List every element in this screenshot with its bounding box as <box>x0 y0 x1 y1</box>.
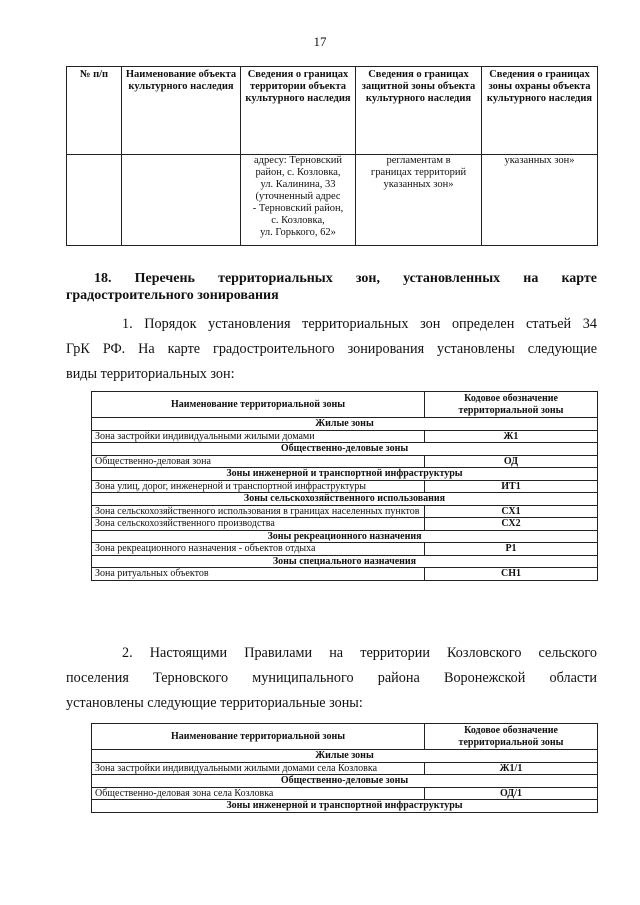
zones-table-1 <box>91 391 598 581</box>
group-row <box>92 530 598 543</box>
zone-name: Общественно-деловая зона села Козловка <box>92 787 425 800</box>
territory-line: (уточненный адрес <box>255 191 341 202</box>
zone-code: Ж1/1 <box>425 762 598 775</box>
group-row <box>92 468 598 481</box>
cell-security-zone <box>482 155 598 246</box>
territory-line: район, с. Козловка, <box>255 167 341 178</box>
zone-name: Зона улиц, дорог, инженерной и транспортной инфраструктуры <box>92 480 425 493</box>
zones-table-header <box>92 724 598 750</box>
paragraph-line: виды территориальных зон: <box>66 366 235 382</box>
zone-code: Р1 <box>425 543 598 556</box>
group-row <box>92 555 598 568</box>
zone-name: Зона застройки индивидуальными жилыми домами <box>92 430 425 443</box>
territory-line: с. Козловка, <box>271 215 325 226</box>
group-title: Жилые зоны <box>92 418 598 431</box>
group-row <box>92 775 598 788</box>
header-zone-code: Кодовое обозначение территориальной зоны <box>425 724 598 750</box>
zone-name: Зона рекреационного назначения - объектов отдыха <box>92 543 425 556</box>
group-title: Зоны рекреационного назначения <box>92 530 598 543</box>
header-zone-code: Кодовое обозначение территориальной зоны <box>425 392 598 418</box>
table-row <box>92 505 598 518</box>
zones-table-2 <box>91 723 598 813</box>
zone-code: СХ2 <box>425 518 598 531</box>
section-title-line: 18. Перечень территориальных зон, установленных на карте <box>94 271 597 286</box>
paragraph-line: ГрК РФ. На карте градостроительного зонирования установлены следующие <box>66 341 597 357</box>
header-protective-zone: Сведения о границах защитной зоны объекта культурного наследия <box>356 67 482 155</box>
group-title: Зоны сельскохозяйственного использования <box>92 493 598 506</box>
table-row <box>92 430 598 443</box>
section-title-line: градостроительного зонирования <box>66 288 279 303</box>
zones-table-header <box>92 392 598 418</box>
table-row <box>92 480 598 493</box>
header-zone-name: Наименование территориальной зоны <box>92 724 425 750</box>
group-row <box>92 800 598 813</box>
table-row <box>92 787 598 800</box>
paragraph-line: 1. Порядок установления территориальных зон определен статьей 34 <box>122 316 597 332</box>
territory-line: - Терновский район, <box>252 203 344 214</box>
zone-code: СН1 <box>425 568 598 581</box>
group-row <box>92 493 598 506</box>
cell-object-name <box>122 155 241 246</box>
table-row <box>92 762 598 775</box>
group-row <box>92 443 598 456</box>
group-title: Зоны специального назначения <box>92 555 598 568</box>
zone-name: Общественно-деловая зона <box>92 455 425 468</box>
zone-name: Зона сельскохозяйственного производства <box>92 518 425 531</box>
group-title: Зоны инженерной и транспортной инфраструктуры <box>92 800 598 813</box>
zone-name: Зона застройки индивидуальными жилыми домами села Козловка <box>92 762 425 775</box>
territory-line: ул. Горького, 62» <box>260 227 336 238</box>
zone-code: ИТ1 <box>425 480 598 493</box>
paragraph-1 <box>66 312 597 387</box>
header-security-zone: Сведения о границах зоны охраны объекта культурного наследия <box>482 67 598 155</box>
group-title: Общественно-деловые зоны <box>92 443 598 456</box>
section-title <box>66 270 597 304</box>
heritage-table <box>66 66 598 246</box>
cell-protective-zone <box>356 155 482 246</box>
protective-line: регламентам в <box>386 155 451 166</box>
header-object-name: Наименование объекта культурного наследия <box>122 67 241 155</box>
zone-code: СХ1 <box>425 505 598 518</box>
territory-line: ул. Калинина, 33 <box>260 179 336 190</box>
security-line: указанных зон» <box>504 155 575 166</box>
cell-territory <box>241 155 356 246</box>
heritage-table-header <box>67 67 598 155</box>
table-row <box>67 155 598 246</box>
cell-number <box>67 155 122 246</box>
paragraph-2 <box>66 641 597 716</box>
group-title: Общественно-деловые зоны <box>92 775 598 788</box>
zone-code: ОД/1 <box>425 787 598 800</box>
group-title: Жилые зоны <box>92 750 598 763</box>
protective-line: указанных зон» <box>383 179 454 190</box>
page-number: 17 <box>313 34 327 49</box>
table-row <box>92 543 598 556</box>
table-row <box>92 455 598 468</box>
protective-line: границах территорий <box>370 167 467 178</box>
group-row <box>92 418 598 431</box>
group-row <box>92 750 598 763</box>
paragraph-line: 2. Настоящими Правилами на территории Козловского сельского <box>122 645 597 661</box>
zone-name: Зона ритуальных объектов <box>92 568 425 581</box>
zone-name: Зона сельскохозяйственного использования в границах населенных пунктов <box>92 505 425 518</box>
table-row <box>92 568 598 581</box>
paragraph-line: поселения Терновского муниципального района Воронежской области <box>66 670 597 686</box>
zone-code: ОД <box>425 455 598 468</box>
territory-line: адресу: Терновский <box>253 155 343 166</box>
zone-code: Ж1 <box>425 430 598 443</box>
table-row <box>92 518 598 531</box>
header-territory: Сведения о границах территории объекта культурного наследия <box>241 67 356 155</box>
paragraph-line: установлены следующие территориальные зоны: <box>66 695 363 711</box>
header-zone-name: Наименование территориальной зоны <box>92 392 425 418</box>
header-number: № п/п <box>67 67 122 155</box>
group-title: Зоны инженерной и транспортной инфраструктуры <box>92 468 598 481</box>
